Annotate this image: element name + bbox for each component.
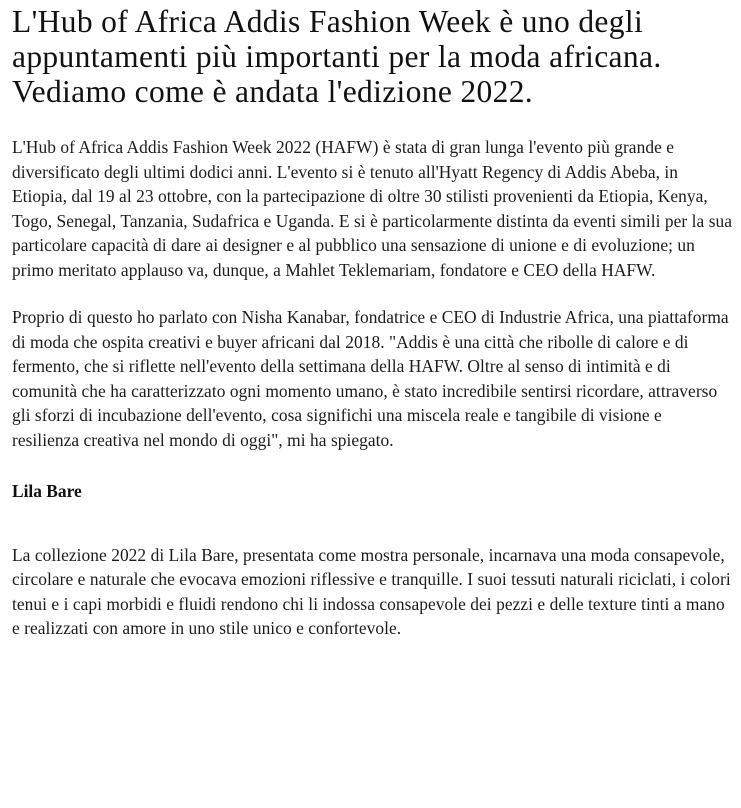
article-headline: L'Hub of Africa Addis Fashion Week è uno degli appuntamenti più importanti per la moda africana. Vediamo come è andata l'edizione 2022. bbox=[12, 4, 662, 109]
article-paragraph-intro: L'Hub of Africa Addis Fashion Week 2022 (HAFW) è stata di gran lunga l'evento più grande e diversificato degli ultimi dodici anni. L'evento si è tenuto all'Hyatt Regency di Addis Abeba, in Etiopia, dal 19 al 23 ottobre, con la partecipazione di oltre 30 stilisti provenienti da Etiopia, Kenya, Togo, Senegal, Tanzania, Sudafrica e Uganda. E si è particolarmente distinta da eventi simili per la sua particolare capacità di dare ai designer e al pubblico una sensazione di unione e di evoluzione; un primo meritato applauso va, dunque, a Mahlet Teklemariam, fondatore e CEO della HAFW. bbox=[12, 137, 733, 280]
article-paragraph-lila-bare: La collezione 2022 di Lila Bare, presentata come mostra personale, incarnava una moda consapevole, circolare e naturale che evocava emozioni riflessive e tranquille. I suoi tessuti naturali riciclati, i colori tenui e i capi morbidi e fluidi rendono chi li indossa consapevole dei pezzi e delle texture tinti a mano e realizzati con amore in uno stile unico e confortevole. bbox=[12, 544, 731, 638]
section-subheading: Lila Bare bbox=[12, 481, 82, 501]
article-paragraph-quote: Proprio di questo ho parlato con Nisha Kanabar, fondatrice e CEO di Industrie Africa, una piattaforma di moda che ospita creativi e buyer africani dal 2018. "Addis è una città che ribolle di calore e di fermento, che si riflette nell'evento della settimana della HAFW. Oltre al senso di intimità e di comunità che ha caratterizzato ogni momento umano, è stato incredibile sentirsi ricordare, attraverso gli sforzi di incubazione dell'evento, cosa significhi una miscela reale e tangibile di visione e resilienza creativa nel mondo di oggi", mi ha spiegato. bbox=[12, 307, 729, 450]
